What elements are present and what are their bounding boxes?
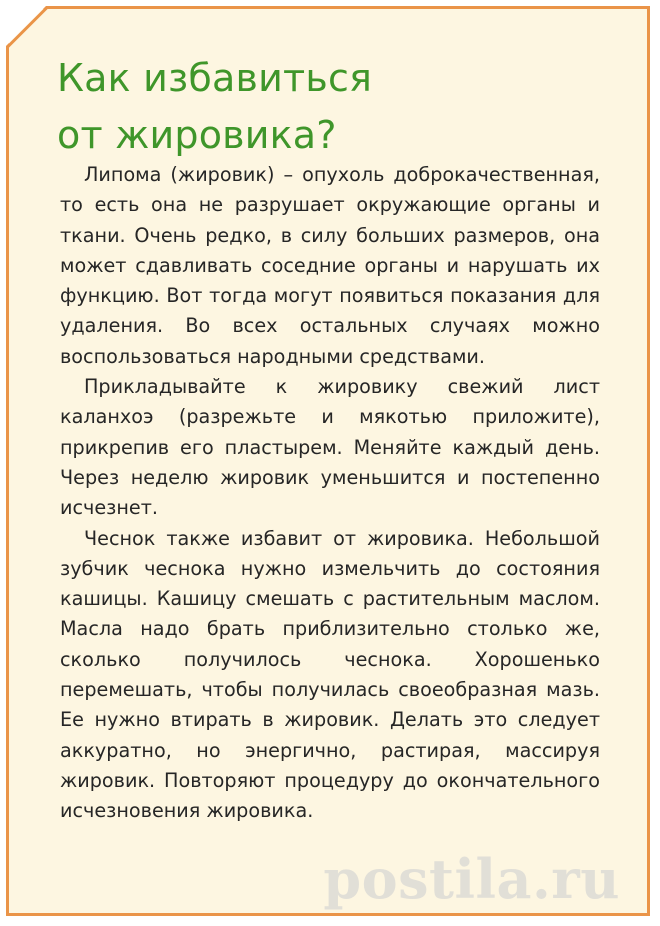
article-title	[57, 50, 372, 164]
paragraph-2: Прикладывайте к жировику свежий лист каланхоэ (разрежьте и мякотью приложите), прикрепив его пластырем. Меняйте каждый день. Через неделю жировик уменьшится и постепенно исчезнет.	[60, 375, 600, 520]
title-line-1: Как избавиться	[57, 56, 373, 100]
paragraph-1: Липома (жировик) – опухоль доброкачественная, то есть она не разрушает окружающие органы и ткани. Очень редко, в силу больших размеров, она может сдавливать соседние органы и нарушать их функцию. Вот тогда могут появиться показания для удаления. Во всех остальных случаях можно воспользоваться народными средствами.	[60, 163, 600, 368]
paragraph-3: Чеснок также избавит от жировика. Небольшой зубчик чеснока нужно измельчить до состояния кашицы. Кашицу смешать с растительным маслом. Масла надо брать приблизительно столько же, сколько получилось чеснока. Хорошенько перемешать, чтобы получилась своеобразная мазь. Ее нужно втирать в жировик. Делать это следует аккуратно, но энергично, растирая, массируя жировик. Повторяют процедуру до окончательного исчезновения жировика.	[60, 526, 600, 823]
title-line-2: от жировика?	[57, 113, 337, 157]
article-body	[60, 160, 600, 827]
watermark: postila.ru	[323, 847, 620, 911]
